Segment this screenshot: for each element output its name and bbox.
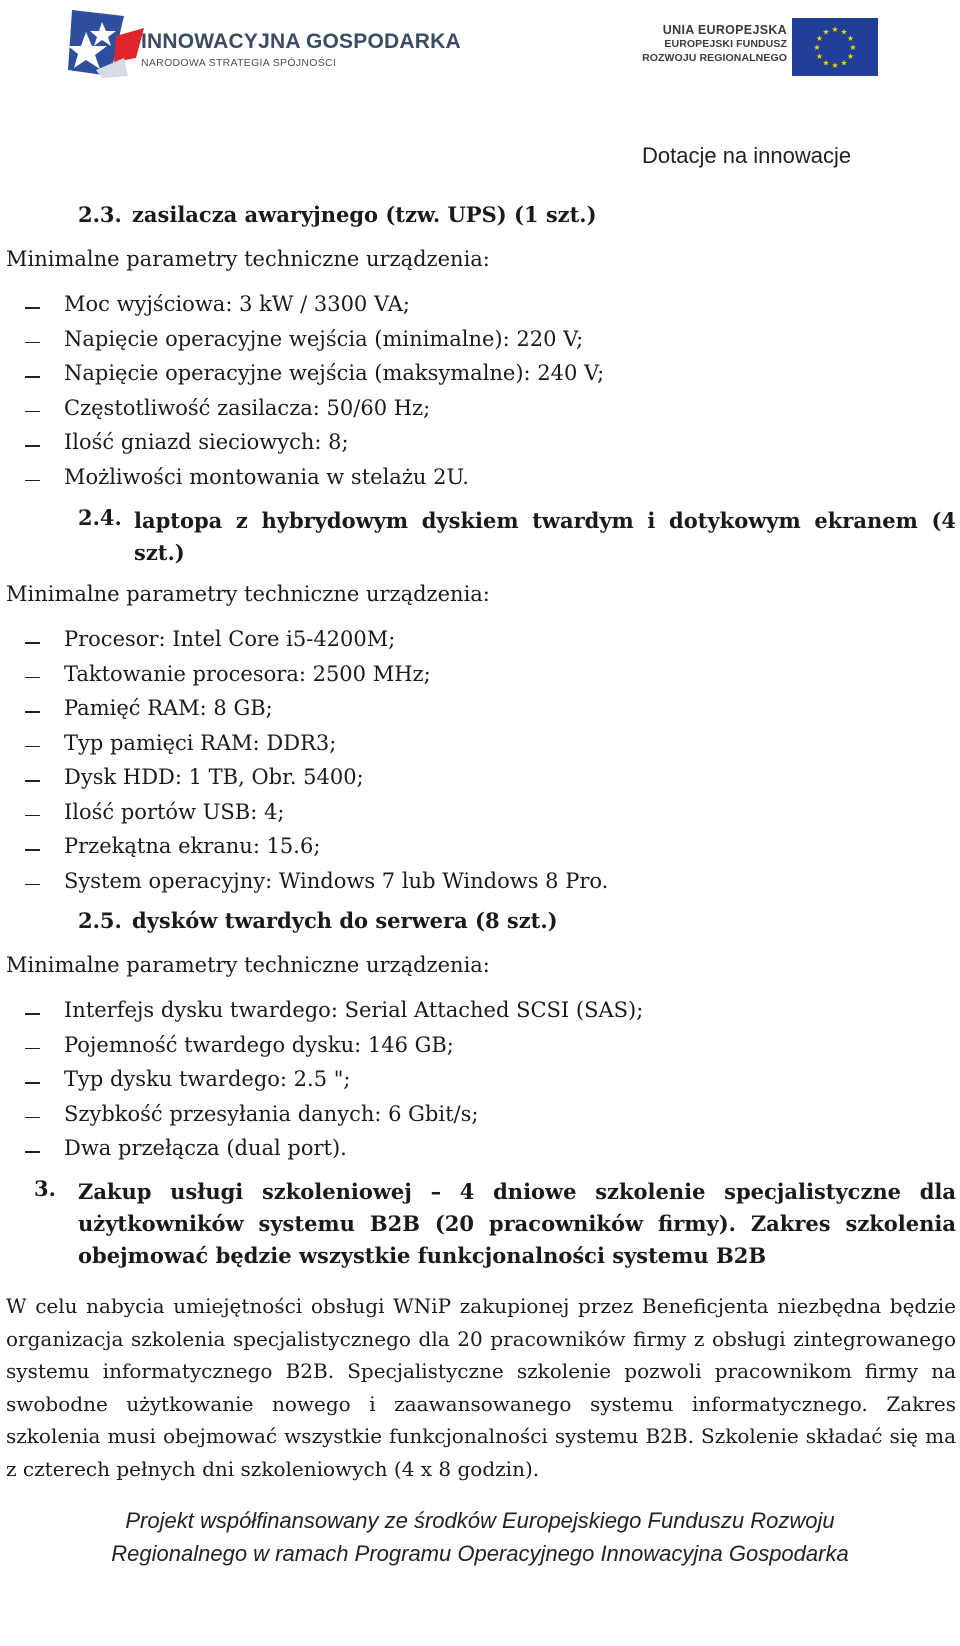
eu-flag-icon [792,18,878,76]
footer-line2: Regionalnego w ramach Programu Operacyjnego Innowacyjna Gospodarka [111,1541,849,1566]
dash-bullet-icon [25,1013,40,1015]
dash-bullet-icon [25,1082,40,1084]
section-title: zasilacza awaryjnego (tzw. UPS) (1 szt.) [132,202,597,227]
list-item-text: Napięcie operacyjne wejścia (maksymalne): 240 V; [64,361,605,385]
list-item-text: Typ pamięci RAM: DDR3; [64,730,337,755]
list-item-text: Interfejs dysku twardego: Serial Attached SCSI (SAS); [64,998,644,1022]
dash-bullet-icon [25,711,40,713]
section-intro: Minimalne parametry techniczne urządzenia: [6,582,490,606]
list-item-text: Dysk HDD: 1 TB, Obr. 5400; [64,765,364,789]
svg-text:★: ★ [815,52,824,61]
dash-bullet-icon [25,642,40,644]
dash-bullet-icon [25,342,40,344]
dash-bullet-icon [25,1151,40,1153]
dash-bullet-icon [25,815,40,817]
svg-text:★: ★ [840,27,848,37]
list-item-text: Dwa przełącza (dual port). [64,1136,347,1160]
list-item-text: System operacyjny: Windows 7 lub Windows 8 Pro. [64,868,609,893]
svg-text:★: ★ [815,34,824,43]
list-item-text: Procesor: Intel Core i5-4200M; [64,627,396,651]
list-item-text: Ilość gniazd sieciowych: 8; [64,430,349,454]
section-intro: Minimalne parametry techniczne urządzenia: [6,953,490,977]
list-item-text: Moc wyjściowa: 3 kW / 3300 VA; [64,292,410,316]
list-item-text: Możliwości montowania w stelażu 2U. [64,464,469,489]
ig-logo-subtitle: NARODOWA STRATEGIA SPÓJNOŚCI [141,57,337,69]
section-number: 2.3. [78,202,122,227]
dash-bullet-icon [25,480,40,482]
dash-bullet-icon [25,376,40,378]
svg-text:★: ★ [822,58,830,68]
dash-bullet-icon [25,884,40,886]
eu-logo-text [642,23,787,65]
list-item-text: Pojemność twardego dysku: 146 GB; [64,1032,454,1057]
list-item-text: Ilość portów USB: 4; [64,799,285,824]
eu-line3: ROZWOJU REGIONALNEGO [642,52,787,64]
section-title: laptopa z hybrydowym dyskiem twardym i dotykowym ekranem (4 szt.) [134,508,956,565]
svg-text:★: ★ [831,25,839,34]
dash-bullet-icon [25,849,40,851]
list-item-text: Przekątna ekranu: 15.6; [64,834,321,858]
dash-bullet-icon [25,307,40,309]
body-paragraph: W celu nabycia umiejętności obsługi WNiP zakupionej przez Beneficjenta niezbędna będzie organizacja szkolenia specjalistycznego dla 20 pracowników firmy z obsługi zintegrowanego systemu informatycznego B2B. Specjalistyczne szkolenie pozwoli pracownikom firmy na swobodne użytkowanie nowego i zaawansowanego systemu informatycznego. Zakres szkolenia musi obejmować wszystkie funkcjonalności systemu B2B. Szkolenie składać się ma z czterech pełnych dni szkoleniowych (4 x 8 godzin). [6,1294,956,1481]
eu-line2: EUROPEJSKI FUNDUSZ [664,38,787,50]
list-item-text: Taktowanie procesora: 2500 MHz; [64,661,431,686]
list-item-text: Napięcie operacyjne wejścia (minimalne): 220 V; [64,326,584,351]
svg-text:★: ★ [822,27,830,37]
svg-text:★: ★ [846,52,855,61]
ig-logo-name: INNOWACYJNA GOSPODARKA [141,30,461,53]
ig-emblem-icon [66,6,144,78]
dash-bullet-icon [25,1117,40,1119]
svg-text:★: ★ [846,34,855,43]
dash-bullet-icon [25,780,40,782]
section-number: 2.5. [78,908,122,933]
section-number: 2.4. [78,505,122,530]
section-number: 3. [34,1176,56,1201]
dash-bullet-icon [25,746,40,748]
section-intro: Minimalne parametry techniczne urządzenia: [6,247,490,271]
list-item-text: Szybkość przesyłania danych: 6 Gbit/s; [64,1101,479,1126]
dash-bullet-icon [25,445,40,447]
svg-text:★: ★ [831,61,839,70]
dash-bullet-icon [25,411,40,413]
section-title: Zakup usługi szkoleniowej – 4 dniowe szkolenie specjalistyczne dla użytkowników systemu B2B (20 pracowników firmy). Zakres szkolenia obejmować będzie wszystkie funkcjonalności systemu B2B [78,1179,956,1268]
svg-text:★: ★ [849,43,857,52]
svg-text:★: ★ [840,58,848,68]
dash-bullet-icon [25,1048,40,1050]
footer-line1: Projekt współfinansowany ze środków Europejskiego Funduszu Rozwoju [125,1508,835,1533]
list-item-text: Typ dysku twardego: 2.5 "; [64,1067,351,1091]
eu-line1: UNIA EUROPEJSKA [662,23,787,37]
section-title: dysków twardych do serwera (8 szt.) [132,908,558,933]
tagline: Dotacje na innowacje [642,143,852,168]
list-item-text: Częstotliwość zasilacza: 50/60 Hz; [64,395,431,420]
list-item-text: Pamięć RAM: 8 GB; [64,696,273,720]
dash-bullet-icon [25,677,40,679]
svg-text:★: ★ [813,43,821,52]
